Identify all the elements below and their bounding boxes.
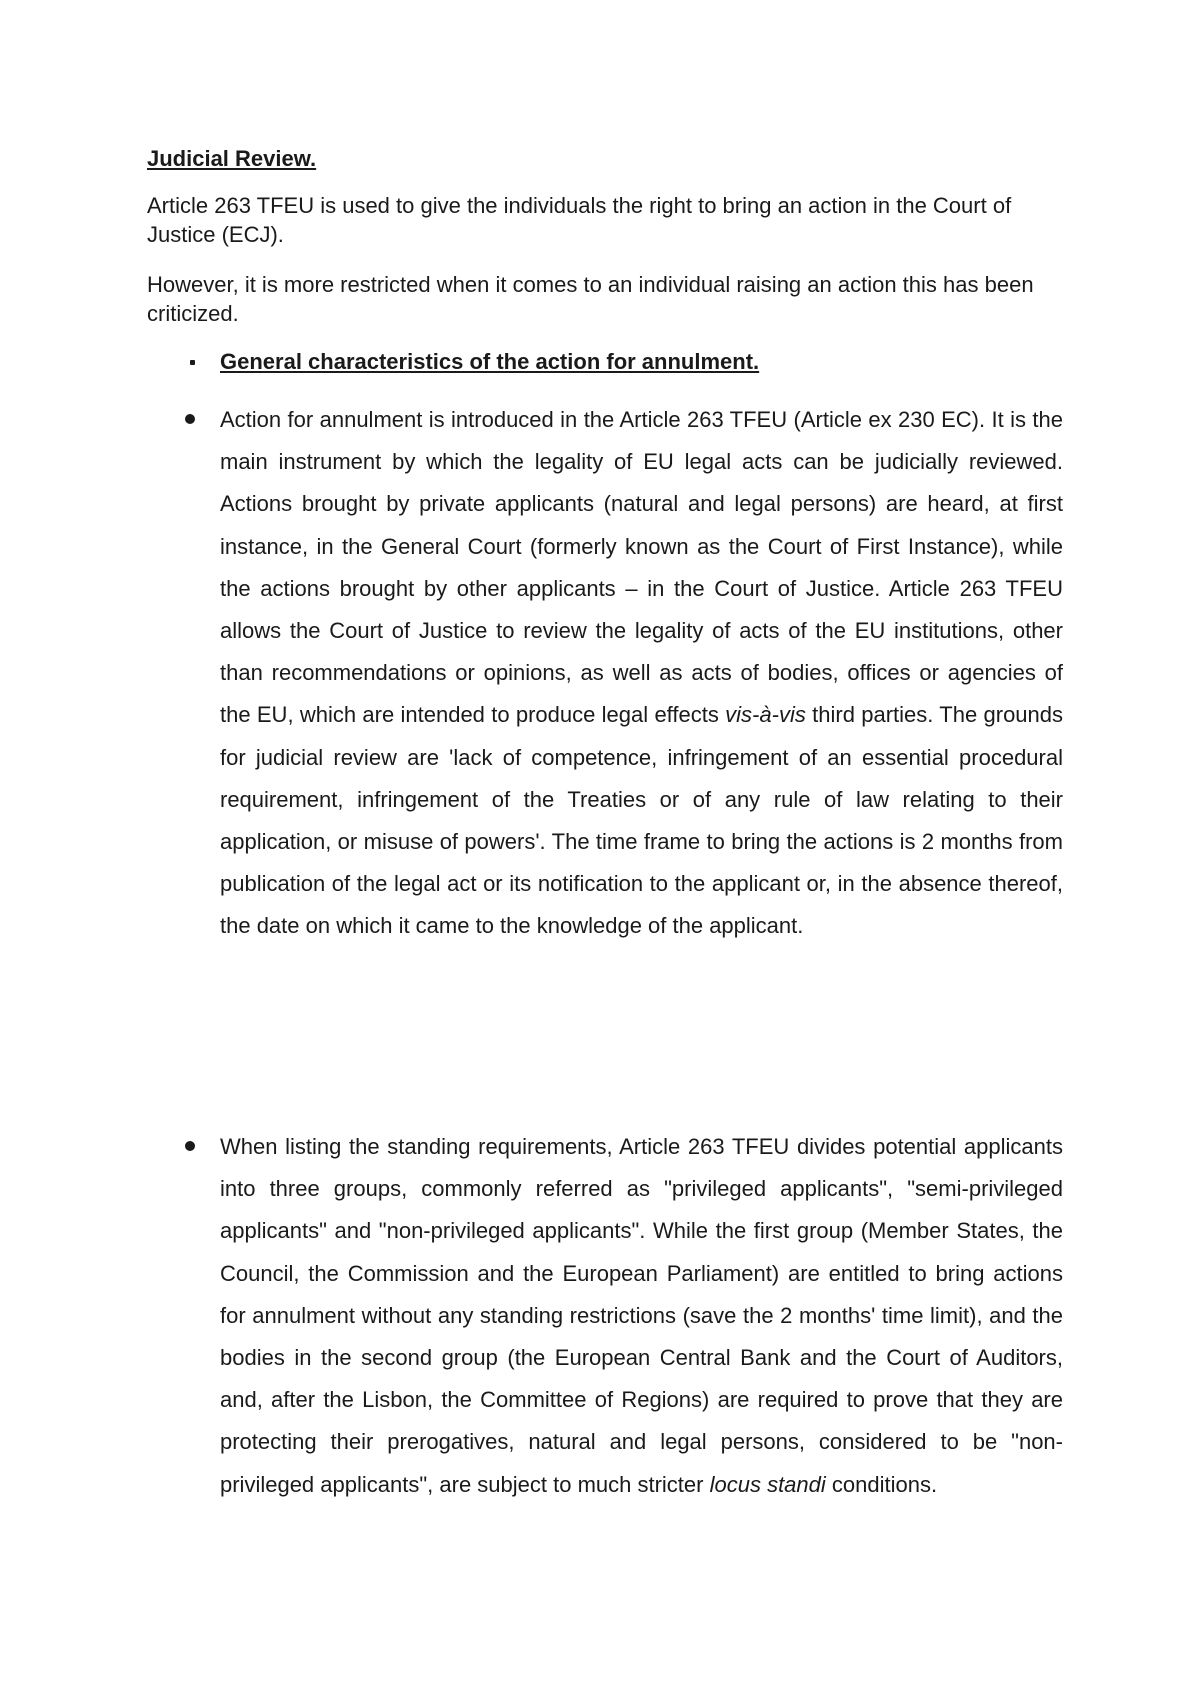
paragraph-text: third parties. The grounds for judicial review are 'lack of competence, infringement of an essential procedural requirement, infringement of the Treaties or of any rule of law relating to their application, or misuse of powers'. The time frame to bring the actions is 2 months from publication of the legal act or its notification to the applicant or, in the absence thereof, the date on which it came to the knowledge of the applicant. xyxy=(220,702,1064,939)
paragraph-text: When listing the standing requirements, Article 263 TFEU divides potential applicants into three groups, commonly referred as "privileged applicants", "semi-privileged applicants" and "non-privileged applicants". While the first group (Member States, the Council, the Commission and the European Parliament) are entitled to bring actions for annulment without any standing restrictions (save the 2 months' time limit), and the bodies in the second group (the European Central Bank and the Court of Auditors, and, after the Lisbon, the Committee of Regions) are required to prove that they are protecting their prerogatives, natural and legal persons, considered to be "non-privileged applicants", are subject to much stricter xyxy=(220,1134,1063,1497)
bullet-icon xyxy=(185,1141,195,1151)
bullet-paragraph xyxy=(220,1126,1063,1506)
bullet-icon xyxy=(185,414,195,424)
intro-paragraph: However, it is more restricted when it comes to an individual raising an action this has been criticized. xyxy=(147,272,1034,326)
intro-paragraph: Article 263 TFEU is used to give the individuals the right to bring an action in the Court of Justice (ECJ). xyxy=(147,193,1012,247)
paragraph-text: conditions. xyxy=(825,1471,938,1497)
section-heading: General characteristics of the action for annulment. xyxy=(220,349,760,374)
paragraph-italic-term: locus standi xyxy=(709,1471,826,1497)
paragraph-text: Action for annulment is introduced in the Article 263 TFEU (Article ex 230 EC). It is the main instrument by which the legality of EU legal acts can be judicially reviewed. Actions brought by private applicants (natural and legal persons) are heard, at first instance, in the General Court (formerly known as the Court of First Instance), while the actions brought by other applicants – in the Court of Justice. Article 263 TFEU allows the Court of Justice to review the legality of acts of the EU institutions, other than recommendations or opinions, as well as acts of bodies, offices or agencies of the EU, which are intended to produce legal effects xyxy=(220,407,1063,728)
bullet-icon xyxy=(190,360,195,365)
document-title: Judicial Review. xyxy=(147,146,317,171)
bullet-paragraph xyxy=(220,399,1063,948)
paragraph-italic-term: vis-à-vis xyxy=(725,702,806,728)
